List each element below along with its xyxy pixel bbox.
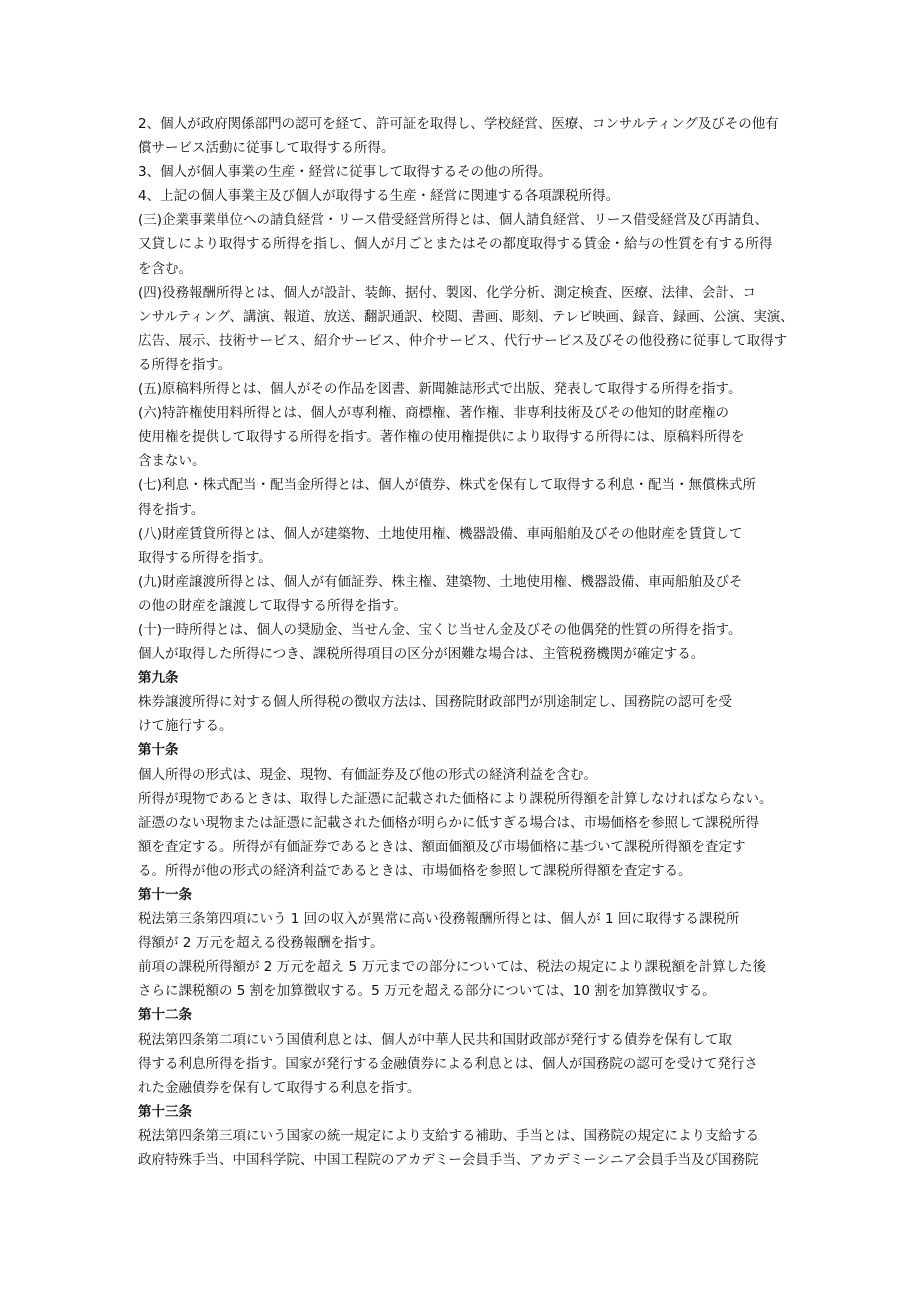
text-line: 個人所得の形式は、現金、現物、有価証券及び他の形式の経済利益を含む。 — [138, 766, 597, 783]
text-line: 得する利息所得を指す。国家が発行する金融債券による利息とは、個人が国務院の認可を受けて発行さ — [138, 1055, 758, 1072]
article-heading: 第九条 — [138, 670, 179, 687]
text-line: の他の財産を譲渡して取得する所得を指す。 — [138, 597, 407, 614]
text-line: 前項の課税所得額が 2 万元を超え 5 万元までの部分については、税法の規定により課税額を計算した後 — [138, 959, 767, 976]
text-line: る。所得が他の形式の経済利益であるときは、市場価格を参照して課税所得額を査定する。 — [138, 862, 692, 879]
text-line: 証憑のない現物または証憑に記載された価格が明らかに低すぎる場合は、市場価格を参照して課税所得 — [138, 814, 759, 831]
text-line: 個人が取得した所得につき、課税所得項目の区分が困難な場合は、主管税務機関が確定する。 — [138, 646, 705, 663]
text-line: を含む。 — [138, 260, 192, 277]
text-line: さらに課税額の 5 割を加算徴収する。5 万元を超える部分については、10 割を加算徴収する。 — [138, 983, 716, 1000]
text-line: 4、上記の個人事業主及び個人が取得する生産・経営に関連する各項課税所得。 — [138, 188, 620, 205]
text-line: (七)利息・株式配当・配当金所得とは、個人が債券、株式を保有して取得する利息・配当・無償株式所 — [138, 477, 757, 494]
article-heading: 第十三条 — [138, 1103, 192, 1120]
text-line: 得額が 2 万元を超える役務報酬を指す。 — [138, 935, 384, 952]
text-line: (四)役務報酬所得とは、個人が設計、装飾、据付、製図、化学分析、測定検査、医療、法律、会計、コ — [138, 284, 757, 301]
text-line: 広告、展示、技術サービス、紹介サービス、仲介サービス、代行サービス及びその他役務に従事して取得す — [138, 332, 788, 349]
text-line: (八)財産賃貸所得とは、個人が建築物、土地使用権、機器設備、車両船舶及びその他財産を賃貸して — [138, 525, 743, 542]
text-line: ンサルティング、講演、報道、放送、翻訳通訳、校閲、書画、彫刻、テレビ映画、録音、録画、公演、実演、 — [138, 308, 794, 325]
text-line: 含まない。 — [138, 453, 206, 470]
text-line: 得を指す。 — [138, 501, 205, 518]
text-line: 税法第三条第四項にいう 1 回の収入が異常に高い役務報酬所得とは、個人が 1 回に取得する課税所 — [138, 911, 740, 928]
text-line: (十)一時所得とは、個人の奨励金、当せん金、宝くじ当せん金及びその他偶発的性質の所得を指す。 — [138, 621, 742, 638]
text-line: (九)財産譲渡所得とは、個人が有価証券、株主権、建築物、土地使用権、機器設備、車両船舶及びそ — [138, 573, 743, 590]
text-line: 額を査定する。所得が有価証券であるときは、額面価額及び市場価格に基づいて課税所得額を査定す — [138, 838, 746, 855]
text-line: 2、個人が政府関係部門の認可を経て、許可証を取得し、学校経営、医療、コンサルティング及びその他有 — [138, 116, 779, 132]
text-line: 所得が現物であるときは、取得した証憑に記載された価格により課税所得額を計算しなければならない。 — [138, 790, 773, 807]
text-line: 償サービス活動に従事して取得する所得。 — [138, 140, 395, 157]
article-heading: 第十二条 — [138, 1007, 192, 1024]
text-line: れた金融債券を保有して取得する利息を指す。 — [138, 1079, 421, 1096]
document-body — [138, 112, 794, 1172]
text-line: 政府特殊手当、中国科学院、中国工程院のアカデミー会員手当、アカデミーシニア会員手当及び国務院 — [138, 1152, 759, 1169]
article-heading: 第十条 — [138, 742, 179, 759]
text-line: (六)特許権使用料所得とは、個人が専利権、商標権、著作権、非専利技術及びその他知的財産権の — [138, 405, 730, 422]
text-line: 取得する所得を指す。 — [138, 549, 272, 566]
text-line: 税法第四条第三項にいう国家の統一規定により支給する補助、手当とは、国務院の規定により支給する — [138, 1127, 759, 1144]
text-line: 税法第四条第二項にいう国債利息とは、個人が中華人民共和国財政部が発行する債券を保有して取 — [138, 1031, 732, 1048]
text-line: 株券譲渡所得に対する個人所得税の徴収方法は、国務院財政部門が別途制定し、国務院の認可を受 — [138, 694, 732, 711]
text-line: 又貸しにより取得する所得を指し、個人が月ごとまたはその都度取得する賃金・給与の性質を有する所得 — [138, 236, 773, 253]
text-line: (三)企業事業単位への請負経営・リース借受経営所得とは、個人請負経営、リース借受経営及び再請負、 — [138, 212, 769, 229]
text-line: (五)原稿料所得とは、個人がその作品を図書、新聞雑誌形式で出版、発表して取得する所得を指す。 — [138, 381, 742, 398]
text-line: 使用権を提供して取得する所得を指す。著作権の使用権提供により取得する所得には、原稿料所得を — [138, 429, 745, 446]
text-line: る所得を指す。 — [138, 356, 232, 373]
text-line: 3、個人が個人事業の生産・経営に従事して取得するその他の所得。 — [138, 164, 552, 181]
text-line: けて施行する。 — [138, 718, 233, 735]
article-heading: 第十一条 — [138, 887, 192, 903]
